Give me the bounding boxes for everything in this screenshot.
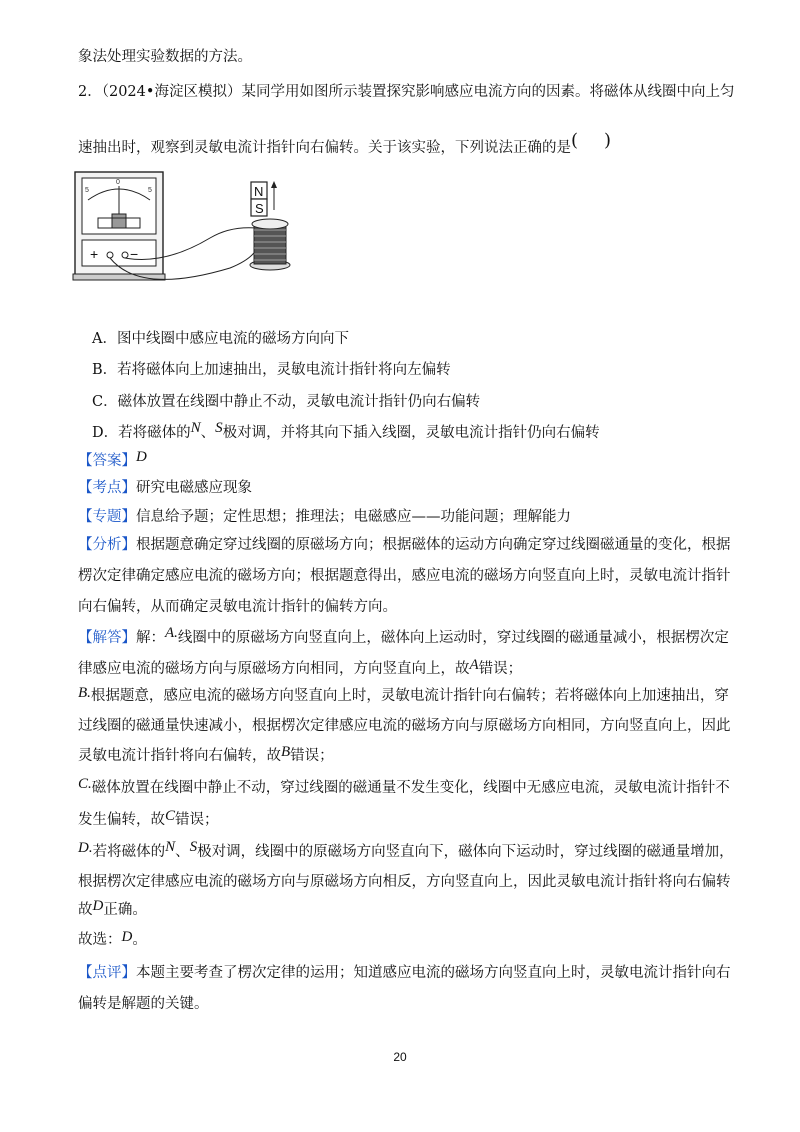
solution-d-text-2: 极对调，线圈中的原磁场方向竖直向下，磁体向下运动时，穿过线圈的磁通量增加， xyxy=(197,844,734,860)
analysis-line-3: 向右偏转，从而确定灵敏电流计指针的偏转方向。 xyxy=(78,599,397,615)
solution-a-ref: A xyxy=(469,657,479,673)
solution-line-2 xyxy=(78,659,522,679)
magnet-s-label: S xyxy=(255,201,264,216)
solution-d-sep: 、 xyxy=(175,844,190,860)
question-number: 2． xyxy=(78,84,102,100)
solution-a-text-2: 律感应电流的磁场方向与原磁场方向相同，方向竖直向上，故 xyxy=(78,661,470,677)
analysis-line-2: 楞次定律确定感应电流的磁场方向；根据题意得出，感应电流的磁场方向竖直向上时，灵敏电流计指针 xyxy=(78,568,731,584)
analysis-text-1: 根据题意确定穿过线圈的原磁场方向；根据磁体的运动方向确定穿过线圈磁通量的变化，根据 xyxy=(136,537,731,553)
option-d-sep: 、 xyxy=(200,425,216,441)
analysis-tag: 【分析】 xyxy=(78,537,136,553)
meter-mid-scale: 0 xyxy=(116,179,120,186)
meter-minus-label: − xyxy=(130,246,139,262)
solution-line-7 xyxy=(78,810,219,830)
solution-b-label: B. xyxy=(78,685,91,701)
solution-d-text-5: 正确。 xyxy=(103,902,147,918)
question-stem-2: 速抽出时，观察到灵敏电流计指针向右偏转。关于该实验，下列说法正确的是 xyxy=(78,140,571,156)
solution-d-text-4: 故 xyxy=(78,902,93,918)
meter-plus-label: + xyxy=(90,246,99,262)
option-d-prefix: D．若将磁体的 xyxy=(92,425,191,441)
option-a: A．图中线圈中感应电流的磁场方向向下 xyxy=(92,331,349,347)
topic-value: 信息给予题；定性思想；推理法；电磁感应——功能问题；理解能力 xyxy=(136,509,571,525)
experiment-figure xyxy=(70,170,330,300)
solution-b-ref: B xyxy=(281,744,291,760)
topic-line xyxy=(78,507,571,527)
analysis-line-1 xyxy=(78,535,731,555)
terminal-right xyxy=(122,252,128,258)
solution-b-text-1: 根据题意，感应电流的磁场方向竖直向上时，灵敏电流计指针向右偏转；若将磁体向上加速抽出，穿 xyxy=(90,688,729,704)
option-d-rest: 极对调，并将其向下插入线圈，灵敏电流计指针仍向右偏转 xyxy=(222,425,600,441)
answer-line xyxy=(78,451,147,471)
meter-left-scale: 5 xyxy=(85,187,89,194)
question-stem-1: 某同学用如图所示装置探究影响感应电流方向的因素。将磁体从线圈中向上匀 xyxy=(241,84,735,100)
option-d-n: N xyxy=(190,420,201,436)
answer-tag: 【答案】 xyxy=(78,453,136,469)
knowledge-point-value: 研究电磁感应现象 xyxy=(136,480,252,496)
solution-prefix: 解： xyxy=(136,630,165,646)
question-line-2 xyxy=(78,130,612,158)
comment-line-2: 偏转是解题的关键。 xyxy=(78,996,209,1012)
page-number: 20 xyxy=(393,1050,407,1064)
knowledge-point-tag: 【考点】 xyxy=(78,480,136,496)
solution-a-label: A. xyxy=(165,625,178,641)
solution-d-n: N xyxy=(165,839,176,855)
solution-b-text-3: 灵敏电流计指针将向右偏转，故 xyxy=(78,748,281,764)
solution-c-text-2: 发生偏转，故 xyxy=(78,812,165,828)
comment-text-1: 本题主要考查了楞次定律的运用；知道感应电流的磁场方向竖直向上时，灵敏电流计指针向右 xyxy=(136,965,731,981)
intro-tail: 象法处理实验数据的方法。 xyxy=(78,49,252,65)
solution-c-label: C. xyxy=(78,776,92,792)
magnet-n-label: N xyxy=(254,184,264,199)
solution-line-5 xyxy=(78,746,334,766)
solution-line-1 xyxy=(78,625,729,648)
option-c: C．磁体放置在线圈中静止不动，灵敏电流计指针仍向右偏转 xyxy=(92,394,481,410)
solution-line-10 xyxy=(78,900,147,920)
topic-tag: 【专题】 xyxy=(78,509,136,525)
solution-line-6 xyxy=(78,778,730,798)
option-b: B．若将磁体向上加速抽出，灵敏电流计指针将向左偏转 xyxy=(92,362,451,378)
coil-top xyxy=(252,219,288,229)
choice-prefix: 故选： xyxy=(78,932,122,948)
solution-d-label: D. xyxy=(78,840,93,856)
solution-d-text-1: 若将磁体的 xyxy=(92,844,166,860)
solution-line-9: 根据楞次定律感应电流的磁场方向与原磁场方向相反，方向竖直向上，因此灵敏电流计指针将向右偏转 xyxy=(78,874,731,890)
answer-value: D xyxy=(136,449,147,465)
answer-paren-right: ) xyxy=(604,130,612,151)
solution-d-s: S xyxy=(189,839,198,855)
solution-tag: 【解答】 xyxy=(78,630,136,646)
choice-line xyxy=(78,930,147,950)
question-line-1 xyxy=(78,82,734,102)
option-d xyxy=(92,420,600,443)
solution-line-3 xyxy=(78,686,729,706)
solution-c-text-3: 错误； xyxy=(175,812,219,828)
answer-paren-left: ( xyxy=(571,130,579,151)
knowledge-point-line xyxy=(78,478,252,498)
solution-line-8 xyxy=(78,839,734,862)
solution-c-ref: C xyxy=(165,808,176,824)
option-d-s: S xyxy=(215,420,223,436)
choice-end: 。 xyxy=(132,932,147,948)
solution-line-4: 过线圈的磁通量快速减小，根据楞次定律感应电流的磁场方向与原磁场方向相同，方向竖直向上，因此 xyxy=(78,718,731,734)
terminal-left xyxy=(107,252,113,258)
question-source: （2024•海淀区模拟） xyxy=(101,84,242,100)
comment-line-1 xyxy=(78,963,731,983)
solution-c-text-1: 磁体放置在线圈中静止不动，穿过线圈的磁通量不发生变化，线圈中无感应电流，灵敏电流计指针不 xyxy=(91,780,730,796)
choice-value: D xyxy=(121,929,133,945)
comment-tag: 【点评】 xyxy=(78,965,136,981)
solution-b-text-4: 错误； xyxy=(290,748,334,764)
meter-right-scale: 5 xyxy=(148,187,152,194)
solution-a-text-1: 线圈中的原磁场方向竖直向上，磁体向上运动时，穿过线圈的磁通量减小，根据楞次定 xyxy=(177,630,729,646)
solution-a-text-3: 错误； xyxy=(478,661,523,677)
galvanometer-coil xyxy=(112,214,126,228)
motion-arrow-icon xyxy=(271,181,277,188)
solution-d-ref: D xyxy=(92,898,104,914)
